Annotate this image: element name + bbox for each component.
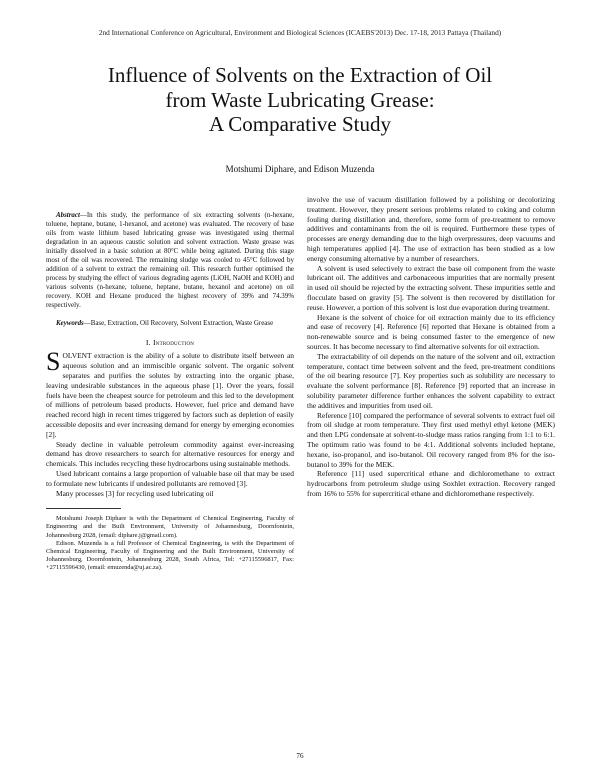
body-paragraph: The extractability of oil depends on the nature of the solvent and oil, extraction temperature, contact time between solvent and the feed, pre-treatment conditions of the oil bearing resource [7]. Key properties such as solubility are necessary to evaluate the solvent performance [8]. Reference [9] reported that an increase in solubility parameter difference further enhances the solvent capability to extract the additives and impurities from used oil. bbox=[307, 351, 555, 410]
section-heading-introduction: I. Introduction bbox=[145, 337, 195, 347]
keywords bbox=[46, 319, 294, 328]
intro-paragraph: SOLVENT extraction is the ability of a solute to distribute itself between an aqueous solution and an immiscible organic solvent. The organic solvent separates and purifies the solutes by extracting into the organic phase, leaving undesirable substances in the aqueous phase [1]. Over the years, fossil fuels have been the cheapest source for petroleum and this led to the development of millions of petroleum based products. However, fuel price and demand have reached record high in recent times triggered by factors such as depletion of easily accessible deposits and ever increasing demand for energy by emerging economies [2]. bbox=[46, 347, 294, 439]
body-paragraph: Reference [11] used supercritical ethane and dichloromethane to extract hydrocarbons from petroleum sludge using Soxhlet extraction. Recovery ranged from 16% to 55% for supercritical ethane and dichloromethane respectively. bbox=[307, 469, 555, 498]
keywords-text: —Base, Extraction, Oil Recovery, Solvent Extraction, Waste Grease bbox=[83, 318, 274, 327]
drop-cap: S bbox=[46, 347, 61, 377]
left-column bbox=[46, 211, 294, 572]
page-number: 76 bbox=[296, 752, 304, 760]
author-list: Motshumi Diphare, and Edison Muzenda bbox=[225, 164, 375, 174]
abstract-label: Abstract bbox=[56, 211, 80, 219]
footnote: Edison. Muzenda is a full Professor of Chemical Engineering, is with the Department of Chemical Engineering, Faculty of Engineering and the Built Environment, University of Johannesburg, Doornfontein, Johannesburg 2028, South Africa, Tel: +27115596817, Fax: +27115596430, (email: emuzenda@uj.ac.za). bbox=[46, 539, 294, 571]
conference-header: 2nd International Conference on Agricultural, Environment and Biological Sciences (ICAEBS'2013) Dec. 17-18, 2013 Pattaya (Thailand) bbox=[98, 28, 502, 37]
body-paragraph: Hexane is the solvent of choice for oil extraction mainly due to its efficiency and ease of recovery [4]. Reference [6] reported that Hexane is obtained from a non-renewable source and is being consumed faster to the emergence of new sources. It has become necessary to find alternative solvents for oil extraction. bbox=[307, 312, 555, 351]
intro-paragraph: Steady decline in valuable petroleum commodity against ever-increasing demand has drove researchers to search for alternative resources for energy and chemicals. This includes recycling these hydrocarbons using sustainable methods. bbox=[46, 439, 294, 469]
abstract bbox=[46, 211, 294, 311]
footnotes bbox=[46, 515, 294, 572]
footnote: Motshumi Joseph Diphare is with the Department of Chemical Engineering, Faculty of Engineering and the Built Environment, University of Johannesburg, Doornfontein, Johannesburg 2028, (email: diphare.j@gmail.com). bbox=[46, 515, 294, 539]
intro-paragraph: Used lubricant contains a large proportion of valuable base oil that may be used to formulate new lubricants if undesired pollutants are removed [3]. bbox=[46, 468, 294, 488]
footnote-divider bbox=[46, 508, 121, 509]
body-paragraph: Reference [10] compared the performance of several solvents to extract fuel oil from oil sludge at room temperature. They first used methyl ethyl ketone (MEK) and then LPG condensate at solvent-to-sludge mass ratios ranging from 1:1 to 6:1. The optimum ratio was found to be 4:1. Additional solvents included heptane, hexane, iso-propanol, and iso-butanol. Oil recovery ranged from 8% for the iso-butanol to 39% for the MEK. bbox=[307, 410, 555, 469]
title-line: Influence of Solvents on the Extraction of Oil bbox=[107, 63, 493, 87]
intro-paragraph: Many processes [3] for recycling used lubricating oil bbox=[56, 488, 214, 498]
paper-title bbox=[40, 63, 560, 137]
right-column bbox=[307, 195, 555, 499]
abstract-text: —In this study, the performance of six extracting solvents (n-hexane, toluene, heptane, butane, 1-hexanol, and acetone) was evaluated. The recovery of base oils from waste lithium based lubricating grease was investigated using thermal degradation in an aqueous caustic solution and solvent extraction. Waste grease was initially dissolved in a basic solution at 80°C while being agitated. During this stage most of the oil was recovered. The remaining sludge was cooled to 45°C followed by addition of a solvent to extract the remaining oil. This research further optimised the process by studying the effect of various degrading agents (LiOH, NaOH and KOH) and various solvents (n-hexane, toluene, heptane, butane, hexanol and acetone) on oil recovery. KOH and Hexane produced the highest recovery of 39% and 74.39% respectively. bbox=[46, 211, 294, 310]
body-paragraph: involve the use of vacuum distillation followed by a polishing or decolorizing treatment. However, they present serious problems related to coking and column fouling during distillation and, therefore, some form of pre-treatment to remove additives and contaminants from the oil is required. Furthermore these types of processes are energy demanding due to the high overpressures, deep vacuums and high temperatures applied [4]. The use of extraction has been studied as a low energy consuming alternative by a number of researchers. bbox=[307, 195, 555, 263]
title-line: A Comparative Study bbox=[209, 112, 391, 136]
title-line: from Waste Lubricating Grease: bbox=[165, 87, 435, 112]
body-paragraph: A solvent is used selectively to extract the base oil component from the waste lubricant oil. The additives and carbonaceous impurities that are normally present in used oil should be rejected by the extracting solvent. These impurities settle and flocculate based on gravity [5]. The solvent is then recovered by distillation for reuse. However, a portion of this solvent is lost due evaporation during treatment. bbox=[307, 263, 555, 312]
keywords-label: Keywords bbox=[56, 318, 84, 327]
